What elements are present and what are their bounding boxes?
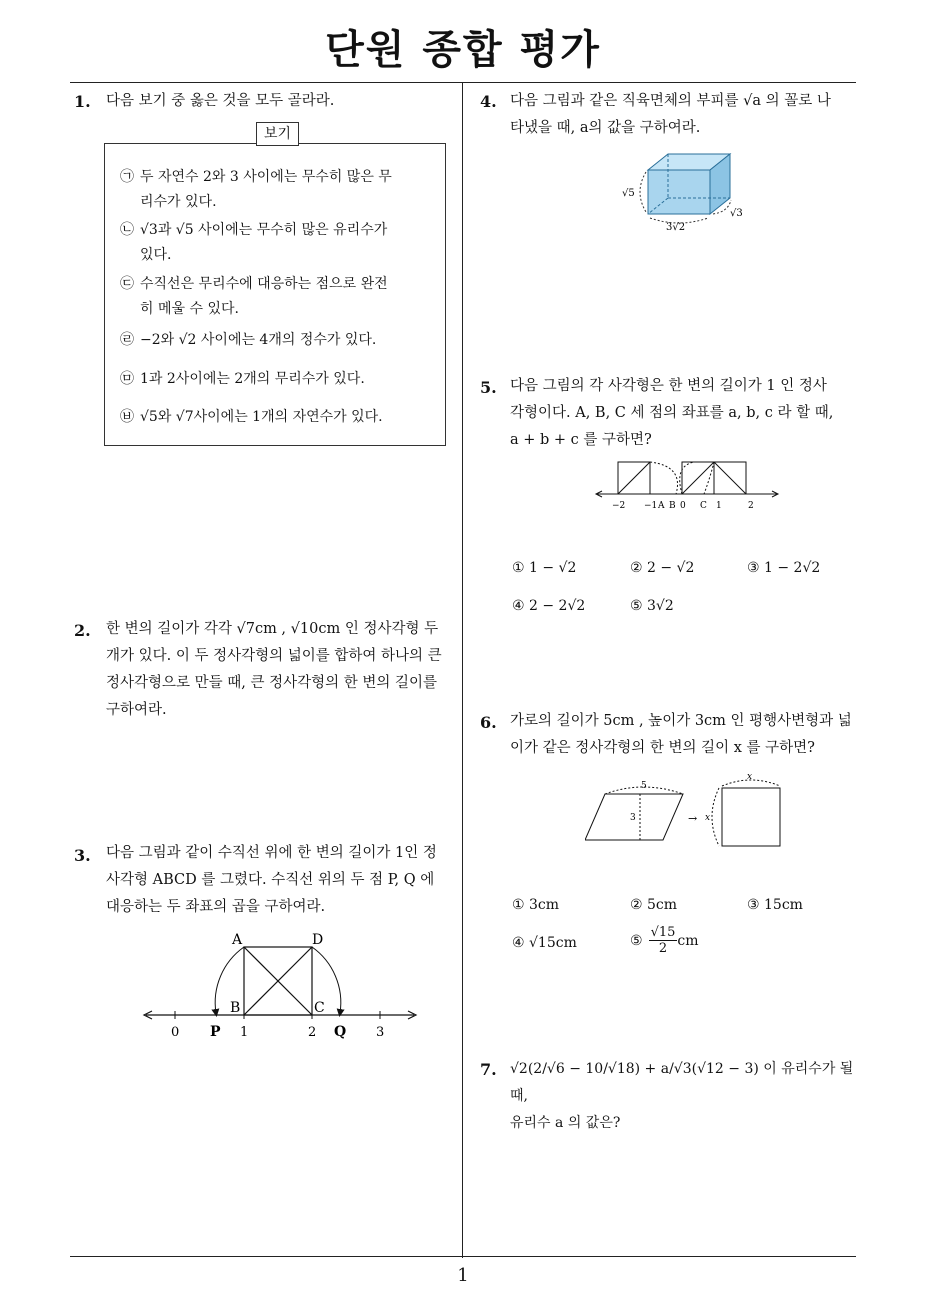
choice-mark: ⑤: [630, 932, 643, 949]
q7-line2: 유리수 a 의 값은?: [510, 1115, 621, 1131]
label-d: D: [312, 932, 324, 948]
q5-text: [510, 373, 860, 454]
q5-line: 다음 그림의 각 사각형은 한 변의 길이가 1 인 정사: [510, 378, 827, 394]
tick-label: 1: [716, 501, 722, 511]
q4-line: 타냈을 때, a의 값을 구하여라.: [510, 120, 701, 136]
tick-label: 3: [376, 1025, 385, 1040]
q1-item: [120, 218, 430, 268]
item-mark: ㉡: [120, 222, 134, 238]
q3-line: 사각형 ABCD 를 그렸다. 수직선 위의 두 점 P, Q 에: [106, 872, 435, 888]
q5-number: 5.: [480, 378, 497, 397]
q1-item: [120, 367, 430, 392]
fraction-numerator: √15: [650, 925, 676, 940]
item-mark: ㉠: [120, 169, 134, 185]
q6-choice-1[interactable]: ① 3cm: [512, 897, 560, 913]
q6-number: 6.: [480, 713, 497, 732]
q2-line: 개가 있다. 이 두 정사각형의 넓이를 합하여 하나의 큰: [106, 648, 442, 664]
label-a: A: [232, 932, 243, 948]
side-top-label: x: [747, 772, 753, 782]
q5-choice-4[interactable]: ④ 2 − 2√2: [512, 598, 586, 614]
bottom-rule: [70, 1256, 856, 1257]
q3-text: [106, 840, 458, 921]
tick-label: 0: [171, 1025, 180, 1040]
cuboid-front-face: [648, 170, 710, 214]
q1-text: 다음 보기 중 옳은 것을 모두 골라라.: [106, 93, 335, 109]
fraction-denominator: 2: [658, 941, 668, 956]
label-b: B: [230, 1000, 241, 1016]
q5-line: a + b + c 를 구하면?: [510, 432, 652, 448]
item-line1: 두 자연수 2와 3 사이에는 무수히 많은 무: [140, 169, 392, 185]
tick-label: A: [658, 501, 665, 511]
q6-choice-2[interactable]: ② 5cm: [630, 897, 678, 913]
q1-item: [120, 328, 430, 353]
tick-label: −1: [644, 501, 658, 511]
q3-number: 3.: [74, 846, 91, 865]
item-line2: 리수가 있다.: [140, 194, 217, 210]
page-number: 1: [457, 1265, 469, 1286]
q2-line: 구하여라.: [106, 702, 167, 718]
item-mark: ㉢: [120, 276, 134, 292]
q6-line: 이가 같은 정사각형의 한 변의 길이 x 를 구하면?: [510, 740, 815, 756]
item-line1: √5와 √7사이에는 1개의 자연수가 있다.: [140, 409, 383, 425]
label-p: P: [210, 1024, 221, 1040]
choice-fraction: [649, 925, 678, 956]
q5-choice-2[interactable]: ② 2 − √2: [630, 560, 695, 576]
q2-line: 한 변의 길이가 각각 √7cm , √10cm 인 정사각형 두: [106, 621, 439, 637]
q6-line: 가로의 길이가 5cm , 높이가 3cm 인 평행사변형과 넓: [510, 713, 852, 729]
height-label: 3: [630, 813, 636, 823]
item-line1: √3과 √5 사이에는 무수히 많은 유리수가: [140, 222, 388, 238]
q2-text: [106, 616, 458, 724]
height-label: √5: [622, 188, 635, 199]
tick-label: C: [700, 501, 707, 511]
q6-text: [510, 708, 860, 762]
q4-line: 다음 그림과 같은 직육면체의 부피를 √a 의 꼴로 나: [510, 93, 831, 109]
q2-line: 정사각형으로 만들 때, 큰 정사각형의 한 변의 길이를: [106, 675, 438, 691]
item-line1: 수직선은 무리수에 대응하는 점으로 완전: [140, 276, 388, 292]
q3-line: 대응하는 두 좌표의 곱을 구하여라.: [106, 899, 326, 915]
tick-label: 0: [680, 501, 686, 511]
q5-choice-3[interactable]: ③ 1 − 2√2: [747, 560, 821, 576]
square: [722, 788, 780, 846]
tick-label: B: [669, 501, 676, 511]
item-line1: −2와 √2 사이에는 4개의 정수가 있다.: [140, 332, 377, 348]
item-line2: 있다.: [140, 247, 172, 263]
q1-number: 1.: [74, 92, 91, 111]
depth-label: √3: [730, 208, 743, 219]
q7-number: 7.: [480, 1060, 497, 1079]
item-mark: ㉣: [120, 332, 134, 348]
q6-choice-5[interactable]: [630, 925, 699, 956]
tick-label: −2: [612, 501, 626, 511]
tick-label: 2: [308, 1025, 317, 1040]
base-label: 5: [641, 781, 647, 791]
q7-text: [510, 1056, 860, 1137]
q5-squares-figure: [592, 458, 782, 516]
q1-item: [120, 272, 430, 322]
item-mark: ㉥: [120, 409, 134, 425]
q6-figure: [585, 772, 785, 852]
tick-label: 1: [240, 1025, 249, 1040]
q4-text: [510, 88, 860, 142]
q1-item: [120, 405, 430, 430]
top-rule: [70, 82, 856, 83]
tick-label: 2: [748, 501, 754, 511]
label-c: C: [314, 1000, 325, 1016]
q5-line: 각형이다. A, B, C 세 점의 좌표를 a, b, c 라 할 때,: [510, 405, 834, 421]
page-title: 단원 종합 평가: [325, 27, 601, 73]
q7-expression: √2(2/√6 − 10/√18) + a/√3(√12 − 3) 이 유리수가 될 때,: [510, 1061, 854, 1104]
q3-line: 다음 그림과 같이 수직선 위에 한 변의 길이가 1인 정: [106, 845, 437, 861]
q4-number: 4.: [480, 92, 497, 111]
width-label: 3√2: [666, 222, 686, 233]
arrow-icon: →: [688, 812, 698, 825]
choice-unit: cm: [677, 932, 699, 949]
q1-box-label: 보기: [256, 122, 299, 146]
q4-cuboid-figure: [620, 150, 750, 234]
item-line2: 히 메울 수 있다.: [140, 301, 239, 317]
q2-number: 2.: [74, 621, 91, 640]
q6-choice-4[interactable]: ④ √15cm: [512, 935, 577, 951]
column-divider: [462, 83, 463, 1258]
item-line1: 1과 2사이에는 2개의 무리수가 있다.: [140, 371, 365, 387]
q3-number-line-figure: [140, 928, 420, 1046]
q5-choice-1[interactable]: ① 1 − √2: [512, 560, 577, 576]
label-q: Q: [334, 1024, 347, 1040]
item-mark: ㉤: [120, 371, 134, 387]
q1-item: [120, 165, 430, 215]
q5-choice-5[interactable]: ⑤ 3√2: [630, 598, 674, 614]
q6-choice-3[interactable]: ③ 15cm: [747, 897, 803, 913]
side-left-label: x: [705, 813, 711, 823]
